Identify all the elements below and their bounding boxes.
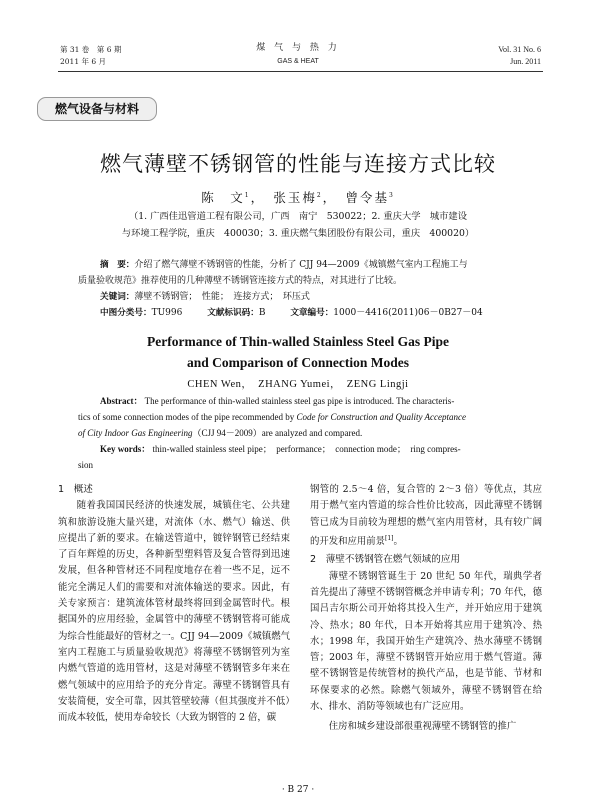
- abstract-en-text-3: （CJJ 94－2009）are analyzed and compared.: [192, 428, 363, 438]
- section-2-heading: 2 薄壁不锈钢管在燃气领域的应用: [310, 554, 461, 566]
- author-1-affil: 1: [244, 191, 251, 199]
- header-rule: [58, 71, 543, 72]
- author-2-affil: 2: [316, 191, 323, 199]
- doc-code-label: 文献标识码：: [207, 308, 259, 318]
- abstract-en-label: Abstract：: [100, 396, 143, 406]
- section-1-heading: 1 概述: [58, 484, 93, 495]
- affiliation-line-2: 与环境工程学院，重庆 400030；3. 重庆燃气集团股份有限公司，重庆 400020）: [121, 228, 475, 239]
- abstract-cn: [78, 257, 540, 321]
- affiliation-line-1: （1. 广西佳迅管道工程有限公司，广西 南宁 530022；2. 重庆大学 城市建设: [128, 211, 468, 222]
- author-1: 陈 文: [201, 190, 245, 205]
- abstract-en-text-1: The performance of thin-walled stainless steel gas pipe is introduced. The characteris-: [144, 396, 455, 406]
- paragraph-4: 住房和城乡建设部很重视薄壁不锈钢管的推广: [328, 721, 517, 733]
- volume-issue-cn: 第 31 卷 第 6 期: [60, 45, 122, 54]
- body-right-column: [310, 482, 542, 736]
- journal-title-en: GAS & HEAT: [277, 58, 319, 65]
- body-left-column: [58, 482, 290, 726]
- abstract-cn-line-1: 介绍了燃气薄壁不锈钢管的性能，分析了 CJJ 94—2009《城镇燃气室内工程施工与: [134, 260, 468, 270]
- title-cn: 燃气薄壁不锈钢管的性能与连接方式比较: [100, 152, 496, 176]
- clc-number: TU996: [151, 308, 183, 318]
- keywords-en-label: Key words：: [100, 444, 151, 454]
- date-cn: 2011 年 6 月: [60, 57, 107, 66]
- paragraph-2-text: 钢管的 2.5～4 倍，复合管的 2～3 倍）等优点，其应用于燃气室内管道的综合性价比较高，因此薄壁不锈钢管已成为目前较为理想的燃气室内用管材，具有较广阔的开发和应用前景: [310, 484, 542, 548]
- doc-code: B: [258, 308, 266, 318]
- paragraph-2-end: 。: [393, 536, 403, 548]
- section-badge: 燃气设备与材料: [37, 97, 157, 121]
- keywords-cn-label: 关键词：: [100, 292, 135, 302]
- paragraph-1: 随着我国国民经济的快速发展，城镇住宅、公共建筑和旅游设施大量兴建，对流体（水、燃气）输送、供应提出了新的要求。在输送管道中，镀锌钢管已经结束了百年辉煌的历史，各种新型塑料管及复合管得到迅速发展，但各种管材还不同程度地存在着一些不足，远不能完全满足人们的需要和对流体输送的要求。因此，有关专家预言：建筑流体管材最终将回到金属管时代。根据国外的应用经验，金属管中的薄壁不锈钢管将可能成为综合性能最好的管材之一。CJJ 94—2009《城镇燃气室内工程施工与质量验收规范》将薄壁不锈钢管列为室内燃气管道的选用管材，这是对薄壁不锈钢管多年来在燃气领域中的应用给予的充分肯定。薄壁不锈钢管具有安装简便，安全可靠，因其管壁较薄（但其强度并不低）而成本较低，使用寿命较长（大致为钢管的 2 倍，碳: [58, 500, 290, 724]
- paragraph-2: [310, 482, 542, 550]
- abstract-cn-label: 摘 要：: [100, 260, 135, 270]
- title-en-line-2: and Comparison of Connection Modes: [186, 355, 410, 370]
- clc-label: 中图分类号：: [100, 308, 152, 318]
- author-2: 张玉梅: [273, 190, 317, 205]
- volume-issue-en: Vol. 31 No. 6: [498, 45, 541, 54]
- keywords-en-1: thin-walled stainless steel pipe； performance； connection mode； ring compres-: [152, 444, 461, 454]
- author-3: 曾令基: [345, 190, 389, 205]
- authors-cn: 陈 文$^1$， 张玉梅$^2$， 曾令基$^3$: [201, 190, 395, 205]
- article-number: 1000－4416(2011)06－0B27－04: [333, 308, 483, 318]
- abstract-en-text-2: tics of some connection modes of the pipe recommended by: [78, 412, 297, 422]
- reference-1[interactable]: [1]: [385, 534, 394, 542]
- abstract-cn-line-2: 质量验收规范》推荐使用的几种薄壁不锈钢管连接方式的特点，对其进行了比较。: [78, 276, 403, 286]
- date-en: Jun. 2011: [510, 57, 541, 66]
- page-number: · B 27 ·: [281, 785, 315, 795]
- journal-title-cn: 煤 气 与 热 力: [256, 43, 340, 53]
- title-en-line-1: Performance of Thin-walled Stainless Steel Gas Pipe: [147, 334, 449, 349]
- paragraph-3: 薄壁不锈钢管诞生于 20 世纪 50 年代，瑞典学者首先提出了薄壁不锈钢管概念并申请专利；70 年代，德国吕吉尔斯公司开始将其投入生产，并开始应用于建筑冷、热水；80 年代，日本开始将其应用于建筑冷、热水；1998 年，我国开始生产建筑冷、热水薄壁不锈钢管；2003 年，薄壁不锈钢管开始应用于燃气管道。薄壁不锈钢管是传统管材的换代产品，也是节能、节材和环保要求的必然。除燃气领域外，薄壁不锈钢管在给水、排水、消防等领域也有广泛应用。: [310, 570, 542, 712]
- code-title-italic: Code for Construction and Quality Acceptance: [296, 412, 467, 422]
- keywords-en-2: sion: [78, 460, 94, 470]
- authors-en: CHEN Wen， ZHANG Yumei， ZENG Lingji: [187, 379, 409, 390]
- keywords-cn: 薄壁不锈钢管； 性能； 连接方式； 环压式: [134, 292, 310, 302]
- author-3-affil: 3: [388, 191, 395, 199]
- abstract-en: [78, 393, 540, 473]
- code-title-italic-cont: of City Indoor Gas Engineering: [78, 428, 193, 438]
- article-number-label: 文章编号：: [290, 308, 334, 318]
